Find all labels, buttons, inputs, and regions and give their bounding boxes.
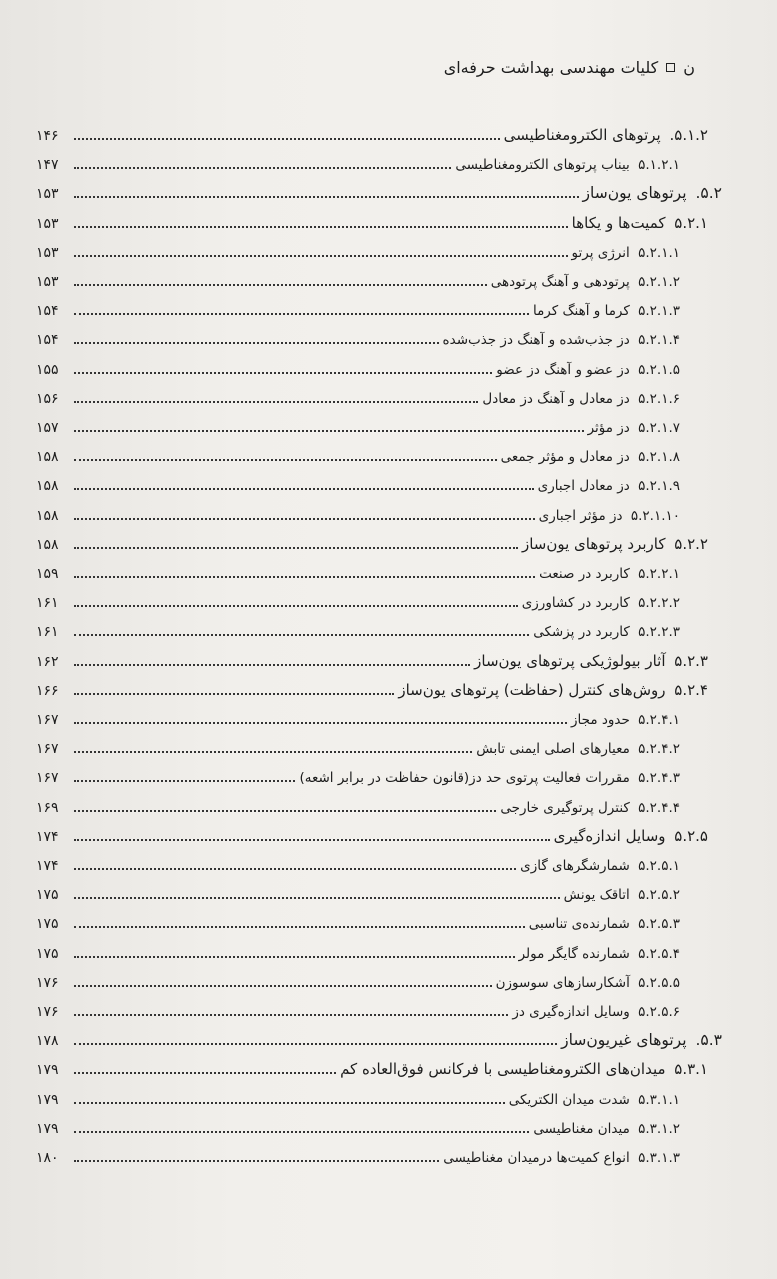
toc-entry-title: پرتوهای الکترومغناطیسی (503, 126, 666, 144)
toc-entry[interactable] (36, 906, 722, 932)
toc-entry-text (588, 420, 680, 436)
toc-entry-title: بیناب پرتوهای الکترومغناطیسی (455, 157, 635, 174)
dot-leader (74, 896, 560, 899)
toc-page-number: ۱۴۶ (36, 128, 59, 144)
dot-leader (74, 225, 568, 228)
toc-entry[interactable] (36, 760, 722, 786)
toc-page-number: ۱۵۴ (36, 332, 59, 349)
toc-page-number: ۱۵۳ (36, 186, 59, 203)
toc-entry[interactable] (36, 206, 722, 232)
toc-entry-number: ۵.۲.۴ (674, 680, 708, 699)
toc-page-number: ۱۵۶ (36, 390, 59, 407)
toc-entry-text (533, 624, 680, 640)
toc-entry-text (496, 362, 680, 378)
toc-entry[interactable] (36, 293, 722, 319)
toc-entry-title: وسایل اندازه‌گیری (553, 826, 671, 845)
dot-leader (74, 137, 500, 140)
toc-entry[interactable] (36, 936, 722, 962)
toc-entry-title: اتاقک یونش (563, 887, 635, 904)
toc-entry[interactable] (36, 877, 722, 903)
toc-entry-number: ۵.۲.۲.۳ (638, 624, 680, 641)
dot-leader (74, 633, 529, 636)
dot-leader (74, 779, 295, 782)
dot-leader (74, 604, 518, 607)
toc-entry-text (512, 1004, 680, 1020)
toc-entry-number: ۵.۲.۱.۸ (638, 449, 680, 466)
toc-entry-text (533, 1121, 680, 1137)
toc-entry[interactable] (36, 1052, 722, 1078)
dot-leader (74, 721, 567, 724)
toc-entry-title: آشکارسازهای سوسوزن (495, 974, 635, 991)
toc-page-number: ۱۵۸ (36, 478, 59, 495)
toc-entry-text (443, 1150, 680, 1166)
toc-entry-title: دز مؤثر اجباری (538, 507, 627, 524)
toc-entry[interactable] (36, 731, 722, 757)
toc-entry-number: ۵.۲.۱.۴ (638, 332, 680, 349)
toc-page-number: ۱۵۹ (36, 566, 59, 582)
dot-leader (74, 283, 487, 286)
toc-page-number: ۱۶۲ (36, 653, 59, 670)
dot-leader (74, 692, 394, 695)
toc-entry[interactable] (36, 614, 722, 640)
toc-entry-number: ۵.۲.۱.۶ (638, 390, 680, 407)
toc-entry-number: ۵.۳. (695, 1031, 722, 1050)
dot-leader (74, 809, 496, 812)
toc-page-number: ۱۵۸ (36, 507, 59, 524)
toc-entry-text (522, 535, 708, 553)
toc-entry[interactable] (36, 790, 722, 816)
toc-entry-title: میدان‌های الکترومغناطیسی با فرکانس فوق‌العاده کم (340, 1060, 671, 1079)
toc-entry-text (572, 214, 708, 232)
toc-entry[interactable] (36, 1140, 722, 1166)
toc-entry[interactable] (36, 1111, 722, 1137)
toc-entry-number: ۵.۲.۱.۱۰ (630, 507, 680, 524)
toc-entry-text (509, 1092, 680, 1108)
toc-entry-title: کاربرد پرتوهای یون‌ساز (521, 534, 671, 553)
toc-entry-title: دز عضو و آهنگ دز عضو (496, 361, 635, 378)
toc-entry-title: دز معادل و مؤثر جمعی (500, 449, 635, 466)
dot-leader (74, 750, 472, 753)
toc-entry-text (482, 391, 680, 407)
toc-entry-text (504, 126, 708, 144)
toc-entry-text (496, 975, 680, 991)
toc-page-number: ۱۵۷ (36, 420, 59, 436)
toc-entry[interactable] (36, 118, 722, 144)
toc-page-number: ۱۶۱ (36, 624, 59, 641)
toc-page-number: ۱۵۳ (36, 215, 59, 232)
dot-leader (74, 1013, 508, 1016)
toc-entry-text (539, 508, 680, 524)
toc-entry[interactable] (36, 410, 722, 436)
toc-entry[interactable] (36, 381, 722, 407)
toc-entry-number: ۵.۲.۵.۵ (638, 974, 680, 991)
toc-entry-text (564, 887, 680, 903)
toc-page-number: ۱۷۶ (36, 1004, 59, 1020)
toc-page-number: ۱۷۹ (36, 1062, 59, 1079)
dot-leader (74, 575, 535, 578)
toc-entry-title: کمیت‌ها و یکاها (571, 213, 671, 232)
toc-entry-text (500, 800, 680, 816)
toc-page-number: ۱۵۴ (36, 303, 59, 320)
toc-entry-text (455, 157, 680, 173)
toc-entry-number: ۵.۳.۱.۱ (638, 1091, 680, 1108)
dot-leader (74, 955, 515, 958)
toc-entry-text (572, 245, 680, 261)
toc-entry[interactable] (36, 235, 722, 261)
toc-entry-title: وسایل اندازه‌گیری دز (512, 1004, 635, 1020)
toc-entry-title: شمارشگرهای گازی (520, 858, 635, 874)
toc-page-number: ۱۷۹ (36, 1120, 59, 1137)
toc-page-number: ۱۶۷ (36, 712, 59, 728)
toc-entry-number: ۵.۲.۱.۷ (638, 420, 680, 436)
dot-leader (74, 1101, 505, 1104)
toc-page-number: ۱۴۷ (36, 157, 59, 174)
dot-leader (74, 429, 584, 432)
toc-entry-title: پرتوهای یون‌ساز (582, 184, 692, 203)
toc-page-number: ۱۵۳ (36, 274, 59, 290)
toc-entry-text (522, 595, 680, 611)
toc-page-number: ۱۷۹ (36, 1091, 59, 1108)
toc-entry-number: ۵.۲.۱.۱ (638, 244, 680, 261)
dot-leader (74, 517, 535, 520)
toc-entry[interactable] (36, 1082, 722, 1108)
toc-entry-number: ۵.۳.۱.۳ (638, 1150, 680, 1166)
toc-entry-title: دز مؤثر (587, 420, 635, 436)
dot-leader (74, 312, 529, 315)
toc-entry-number: ۵.۱.۲. (669, 126, 708, 144)
toc-entry-number: ۵.۲. (695, 184, 722, 203)
dot-leader (74, 1071, 336, 1074)
toc-entry-text (538, 478, 680, 494)
toc-entry-text (561, 1031, 722, 1049)
toc-page-number: ۱۷۵ (36, 945, 59, 962)
toc-entry-title: کرما و آهنگ کرما (532, 303, 635, 320)
dot-leader (74, 984, 492, 987)
toc-entry-number: ۵.۲.۲ (674, 534, 708, 553)
toc-entry-number: ۵.۲.۱ (674, 213, 708, 232)
toc-entry-title: انواع کمیت‌ها درمیدان مغناطیسی (443, 1150, 635, 1166)
toc-page-number: ۱۷۴ (36, 828, 59, 845)
toc-entry[interactable] (36, 1023, 722, 1049)
toc-entry[interactable] (36, 644, 722, 670)
dot-leader (74, 341, 439, 344)
toc-entry-number: ۵.۲.۴.۴ (638, 799, 680, 816)
toc-entry-number: ۵.۲.۵ (674, 826, 708, 845)
toc-entry-number: ۵.۱.۲.۱ (638, 157, 680, 174)
toc-entry-text (583, 184, 723, 202)
toc-entry-title: پرتودهی و آهنگ پرتودهی (490, 274, 635, 290)
toc-page-number: ۱۶۹ (36, 799, 59, 816)
toc-entry-title: انرژی پرتو (571, 244, 635, 261)
dot-leader (74, 867, 516, 870)
toc-page-number: ۱۵۸ (36, 449, 59, 466)
toc-entry-title: کنترل پرتوگیری خارجی (500, 799, 635, 816)
toc-entry[interactable] (36, 468, 722, 494)
square-separator-icon (666, 63, 675, 72)
toc-page-number: ۱۷۵ (36, 887, 59, 904)
toc-page-number: ۱۶۷ (36, 770, 59, 787)
toc-entry-text (476, 741, 680, 757)
toc-page-number: ۱۷۸ (36, 1033, 59, 1050)
dot-leader (74, 195, 579, 198)
toc-entry-text (501, 449, 680, 465)
toc-entry[interactable] (36, 702, 722, 728)
toc-entry-title: حدود مجاز (570, 712, 635, 728)
toc-entry-number: ۵.۲.۲.۲ (638, 595, 680, 612)
dot-leader (74, 925, 525, 928)
toc-page-number: ۱۶۷ (36, 741, 59, 758)
dot-leader (74, 1159, 439, 1162)
page-letter: ن (683, 58, 695, 77)
toc-entry-title: معیارهای اصلی ایمنی تابش (476, 741, 635, 758)
toc-entry[interactable] (36, 585, 722, 611)
dot-leader (74, 400, 478, 403)
toc-page-number: ۱۶۱ (36, 595, 59, 612)
toc-entry-text (539, 566, 680, 582)
toc-entry-text (519, 946, 680, 962)
toc-entry-title: شمارنده گایگر مولر (518, 945, 635, 962)
toc-entry[interactable] (36, 527, 722, 553)
toc-entry-text (491, 274, 680, 290)
toc-entry-text (474, 652, 708, 670)
toc-entry-text (571, 712, 680, 728)
toc-entry-title: دز جذب‌شده و آهنگ دز جذب‌شده (442, 332, 635, 349)
toc-page-number: ۱۷۶ (36, 974, 59, 991)
toc-entry-number: ۵.۲.۱.۵ (638, 361, 680, 378)
book-title: کلیات مهندسی بهداشت حرفه‌ای (443, 58, 659, 77)
dot-leader (74, 663, 470, 666)
dot-leader (74, 487, 534, 490)
toc-entry-title: آثار بیولوژیکی پرتوهای یون‌ساز (474, 651, 671, 670)
toc-entry[interactable] (36, 965, 722, 991)
toc-entry-title: مقررات فعالیت پرتوی حد دز(قانون حفاظت در برابر اشعه) (299, 770, 635, 787)
toc-entry[interactable] (36, 264, 722, 290)
toc-entry[interactable] (36, 176, 722, 202)
dot-leader (74, 458, 497, 461)
dot-leader (74, 546, 518, 549)
toc-entry-number: ۵.۲.۴.۲ (638, 741, 680, 758)
toc-entry-number: ۵.۲.۵.۲ (638, 887, 680, 904)
toc-entry-number: ۵.۲.۱.۲ (638, 274, 680, 290)
toc-entry-title: شمارنده‌ی تناسبی (528, 916, 635, 933)
toc-entry[interactable] (36, 322, 722, 348)
toc-entry-title: کاربرد در کشاورزی (521, 595, 635, 612)
toc-entry-title: شدت میدان الکتریکی (508, 1091, 635, 1108)
toc-entry-text (554, 827, 708, 845)
toc-entry-title: دز معادل و آهنگ دز معادل (482, 390, 635, 407)
toc-entry-text (340, 1060, 708, 1078)
toc-entry[interactable] (36, 819, 722, 845)
dot-leader (74, 1042, 557, 1045)
toc-entry-number: ۵.۲.۱.۳ (638, 303, 680, 320)
toc-entry-text (520, 858, 680, 874)
toc-entry-title: کاربرد در پزشکی (533, 624, 635, 641)
toc-entry[interactable] (36, 848, 722, 874)
toc-entry-text (533, 303, 680, 319)
toc-entry-title: میدان مغناطیسی (533, 1120, 635, 1137)
toc-entry[interactable] (36, 556, 722, 582)
toc-entry-text (398, 681, 708, 699)
toc-entry-text (443, 332, 680, 348)
toc-entry-number: ۵.۲.۳ (674, 651, 708, 670)
toc-entry-number: ۵.۲.۱.۹ (638, 478, 680, 495)
toc-entry-number: ۵.۲.۵.۱ (638, 858, 680, 874)
toc-entry[interactable] (36, 439, 722, 465)
dot-leader (74, 254, 568, 257)
toc-entry-title: کاربرد در صنعت (539, 566, 635, 582)
toc-page-number: ۱۵۳ (36, 244, 59, 261)
toc-page-number: ۱۷۴ (36, 858, 59, 874)
dot-leader (74, 1130, 529, 1133)
toc-entry-title: پرتوهای غیریون‌ساز (561, 1031, 692, 1050)
toc-page-number: ۱۶۶ (36, 682, 59, 699)
toc-entry[interactable] (36, 498, 722, 524)
toc-entry-number: ۵.۲.۲.۱ (638, 566, 680, 582)
toc-entry-number: ۵.۲.۴.۱ (638, 712, 680, 728)
toc-page-number: ۱۵۵ (36, 361, 59, 378)
toc-entry-number: ۵.۲.۵.۴ (638, 945, 680, 962)
toc-entry[interactable] (36, 994, 722, 1020)
toc-entry-number: ۵.۲.۵.۳ (638, 916, 680, 933)
toc-entry-title: دز معادل اجباری (537, 478, 635, 495)
toc-entry[interactable] (36, 147, 722, 173)
toc-entry-number: ۵.۲.۴.۳ (638, 770, 680, 787)
toc-entry-title: روش‌های کنترل (حفاظت) پرتوهای یون‌ساز (398, 680, 671, 699)
dot-leader (74, 166, 451, 169)
toc-entry[interactable] (36, 673, 722, 699)
running-header (415, 58, 695, 77)
toc-entry-number: ۵.۳.۱ (674, 1060, 708, 1079)
dot-leader (74, 371, 492, 374)
toc-page-number: ۱۸۰ (36, 1150, 59, 1166)
toc-entry-text (299, 770, 680, 786)
toc-entry-number: ۵.۳.۱.۲ (638, 1120, 680, 1137)
dot-leader (74, 838, 550, 841)
toc-entry-text (529, 916, 680, 932)
toc-entry[interactable] (36, 352, 722, 378)
toc-entry-number: ۵.۲.۵.۶ (638, 1004, 680, 1020)
toc-page-number: ۱۷۵ (36, 916, 59, 933)
toc-page-number: ۱۵۸ (36, 536, 59, 553)
